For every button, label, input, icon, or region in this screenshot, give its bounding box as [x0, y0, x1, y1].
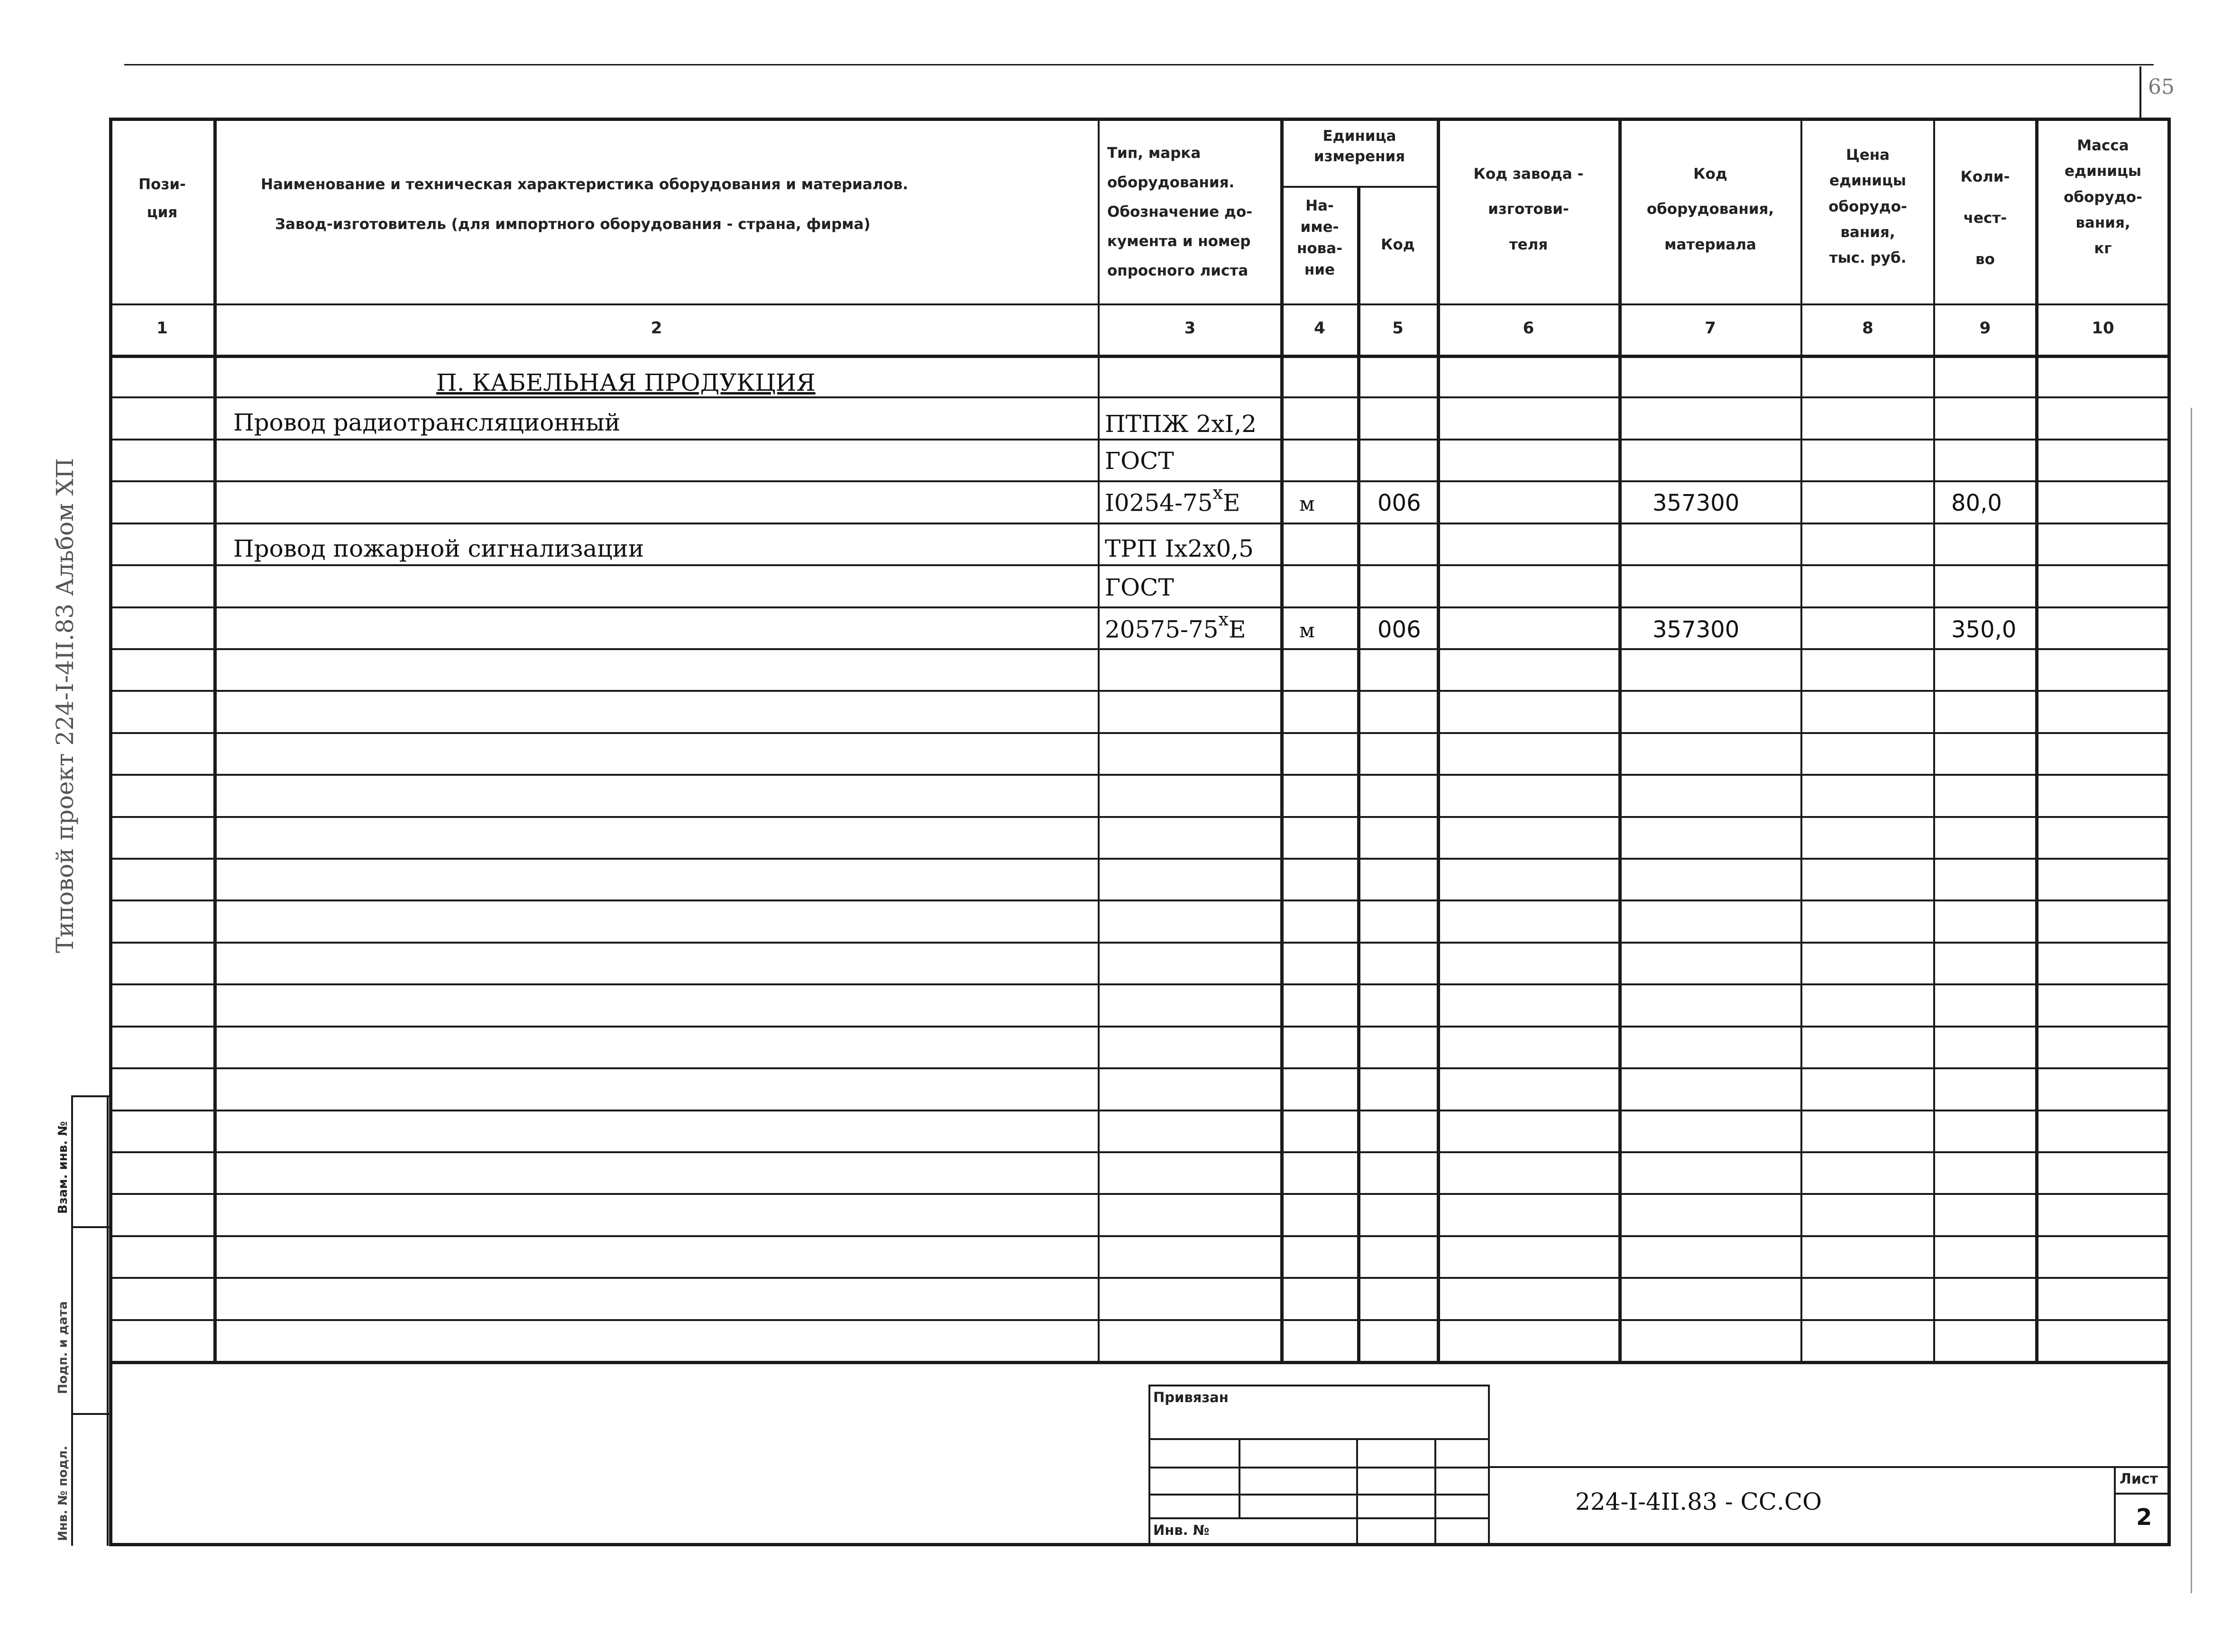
header-unit-code: Код: [1381, 236, 1415, 253]
row-line: [109, 439, 2171, 441]
row-line: [109, 1235, 2171, 1237]
row-line: [109, 1277, 2171, 1279]
page-number-box-left: [2139, 66, 2141, 118]
side-stamp-inv: Взам. инв. №: [56, 1121, 70, 1214]
row-line: [109, 564, 2171, 566]
row-line: [109, 606, 2171, 608]
header-quantity: Коли- чест- во: [1960, 168, 2010, 268]
stamp-line-3: [1148, 1494, 1490, 1496]
table-bottom-border: [109, 1361, 2171, 1364]
stamp-inv-label: Инв. №: [1153, 1522, 1210, 1538]
title-block-top: [1488, 1466, 2169, 1468]
stamp-line-2: [1148, 1467, 1490, 1468]
col-sep-1: [213, 118, 217, 1363]
col-sep-2: [1098, 118, 1100, 1363]
sheet-number: 2: [2136, 1504, 2152, 1531]
column-number-10: 10: [2092, 319, 2114, 338]
side-stamp-line-mid: [107, 1095, 109, 1546]
row-5-name: Провод пожарной сигнализации: [233, 535, 644, 562]
stamp-line-1: [1148, 1438, 1490, 1440]
col-sep-6: [1618, 118, 1622, 1363]
row-4-equipment-code: 357300: [1652, 490, 1740, 516]
header-position: Пози- ция: [138, 176, 186, 221]
col-sep-7: [1800, 118, 1802, 1363]
row-7-equipment-code: 357300: [1652, 616, 1740, 643]
side-title: Типовой проект 224-I-4II.83 Альбом XП: [51, 458, 79, 953]
row-line: [109, 1110, 2171, 1111]
row-6-type: ГОСТ: [1105, 574, 1174, 601]
side-stamp-top: [71, 1095, 109, 1097]
row-3-type: ГОСТ: [1105, 447, 1174, 475]
row-7-quantity: 350,0: [1951, 616, 2017, 643]
right-margin-line: [2191, 408, 2192, 1593]
row-7-code: 006: [1377, 616, 1421, 643]
column-number-7: 7: [1705, 319, 1716, 338]
stamp-privyazan-label: Привязан: [1153, 1389, 1229, 1405]
sheet-box-left: [2114, 1466, 2116, 1544]
row-2-type: ПТПЖ 2хI,2: [1105, 410, 1257, 438]
page-number: 65: [2148, 75, 2175, 99]
header-equipment-code: Код оборудования, материала: [1646, 165, 1774, 253]
row-line: [109, 480, 2171, 482]
header-bottom-border: [109, 303, 2171, 305]
row-line: [109, 648, 2171, 650]
stamp-line-4: [1148, 1517, 1490, 1519]
side-stamp-sign: Подп. и дата: [56, 1301, 70, 1394]
table-right-border: [2167, 118, 2171, 1545]
row-line: [109, 1193, 2171, 1195]
header-name: Наименование и техническая характеристика оборудования и материалов. Завод-изготовитель (для импортного оборудования - страна, фирма): [261, 176, 909, 233]
section-title: П. КАБЕЛЬНАЯ ПРОДУКЦИЯ: [436, 369, 816, 396]
header-unit-name: На- име- нова- ние: [1296, 197, 1343, 278]
row-7-type: $20575-75^хЕ$: [1105, 609, 1246, 643]
side-stamp-sep-1: [71, 1226, 109, 1228]
row-4-unit: м: [1299, 492, 1315, 515]
sheet-label: Лист: [2120, 1471, 2158, 1487]
side-stamp-orig: Инв. № подл.: [56, 1445, 70, 1541]
col-sep-9: [2035, 118, 2038, 1363]
row-4-type: $I0254-75^хЕ$: [1105, 482, 1240, 517]
page-bottom-border: [109, 1543, 2171, 1546]
header-plant-code: Код завода - изготови- теля: [1473, 165, 1584, 253]
top-margin-line: [124, 64, 2154, 65]
row-line: [109, 1319, 2171, 1321]
row-line: [109, 899, 2171, 901]
row-2-name: Провод радиотрансляционный: [233, 409, 621, 436]
col-sep-3: [1280, 118, 1284, 1363]
stamp-left: [1148, 1385, 1150, 1544]
column-number-9: 9: [1979, 319, 1991, 338]
row-line: [109, 983, 2171, 985]
stamp-col-3: [1434, 1438, 1436, 1544]
column-number-5: 5: [1392, 319, 1404, 338]
document-code: 224-I-4II.83 - СС.СО: [1575, 1488, 1822, 1515]
row-line: [109, 690, 2171, 692]
sheet-box-divider: [2114, 1493, 2169, 1495]
column-number-4: 4: [1314, 319, 1325, 338]
row-5-type: ТРП Iх2х0,5: [1105, 535, 1254, 562]
column-number-3: 3: [1184, 319, 1196, 338]
header-unit: Единица измерения: [1313, 128, 1405, 165]
row-line: [109, 732, 2171, 734]
column-number-2: 2: [651, 319, 662, 338]
table-top-border: [109, 118, 2171, 121]
row-line: [109, 774, 2171, 776]
row-line: [109, 1026, 2171, 1028]
row-line: [109, 858, 2171, 860]
header-mass: Масса единицы оборудо- вания, кг: [2064, 137, 2142, 257]
row-line: [109, 1067, 2171, 1069]
col-sep-8: [1933, 118, 1935, 1363]
row-7-unit: м: [1299, 619, 1315, 642]
column-number-8: 8: [1862, 319, 1873, 338]
header-type: Тип, марка оборудования. Обозначение до- кумента и номер опросного листа: [1107, 145, 1253, 279]
row-line: [109, 816, 2171, 818]
stamp-top: [1148, 1385, 1490, 1386]
column-number-1: 1: [156, 319, 168, 338]
col-sep-5: [1437, 118, 1440, 1363]
column-number-6: 6: [1523, 319, 1534, 338]
stamp-col-1: [1239, 1438, 1240, 1517]
row-line: [109, 942, 2171, 944]
row-4-code: 006: [1377, 490, 1421, 516]
stamp-right: [1488, 1385, 1490, 1544]
row-line: [109, 396, 2171, 398]
stamp-col-2: [1356, 1438, 1358, 1544]
header-price: Цена единицы оборудо- вания, тыс. руб.: [1828, 147, 1907, 266]
column-numbers-bottom-border: [109, 355, 2171, 358]
row-4-quantity: 80,0: [1951, 490, 2002, 516]
side-stamp-sep-2: [71, 1413, 109, 1415]
row-line: [109, 1151, 2171, 1153]
side-stamp-line-left: [71, 1095, 73, 1546]
row-line: [109, 523, 2171, 524]
